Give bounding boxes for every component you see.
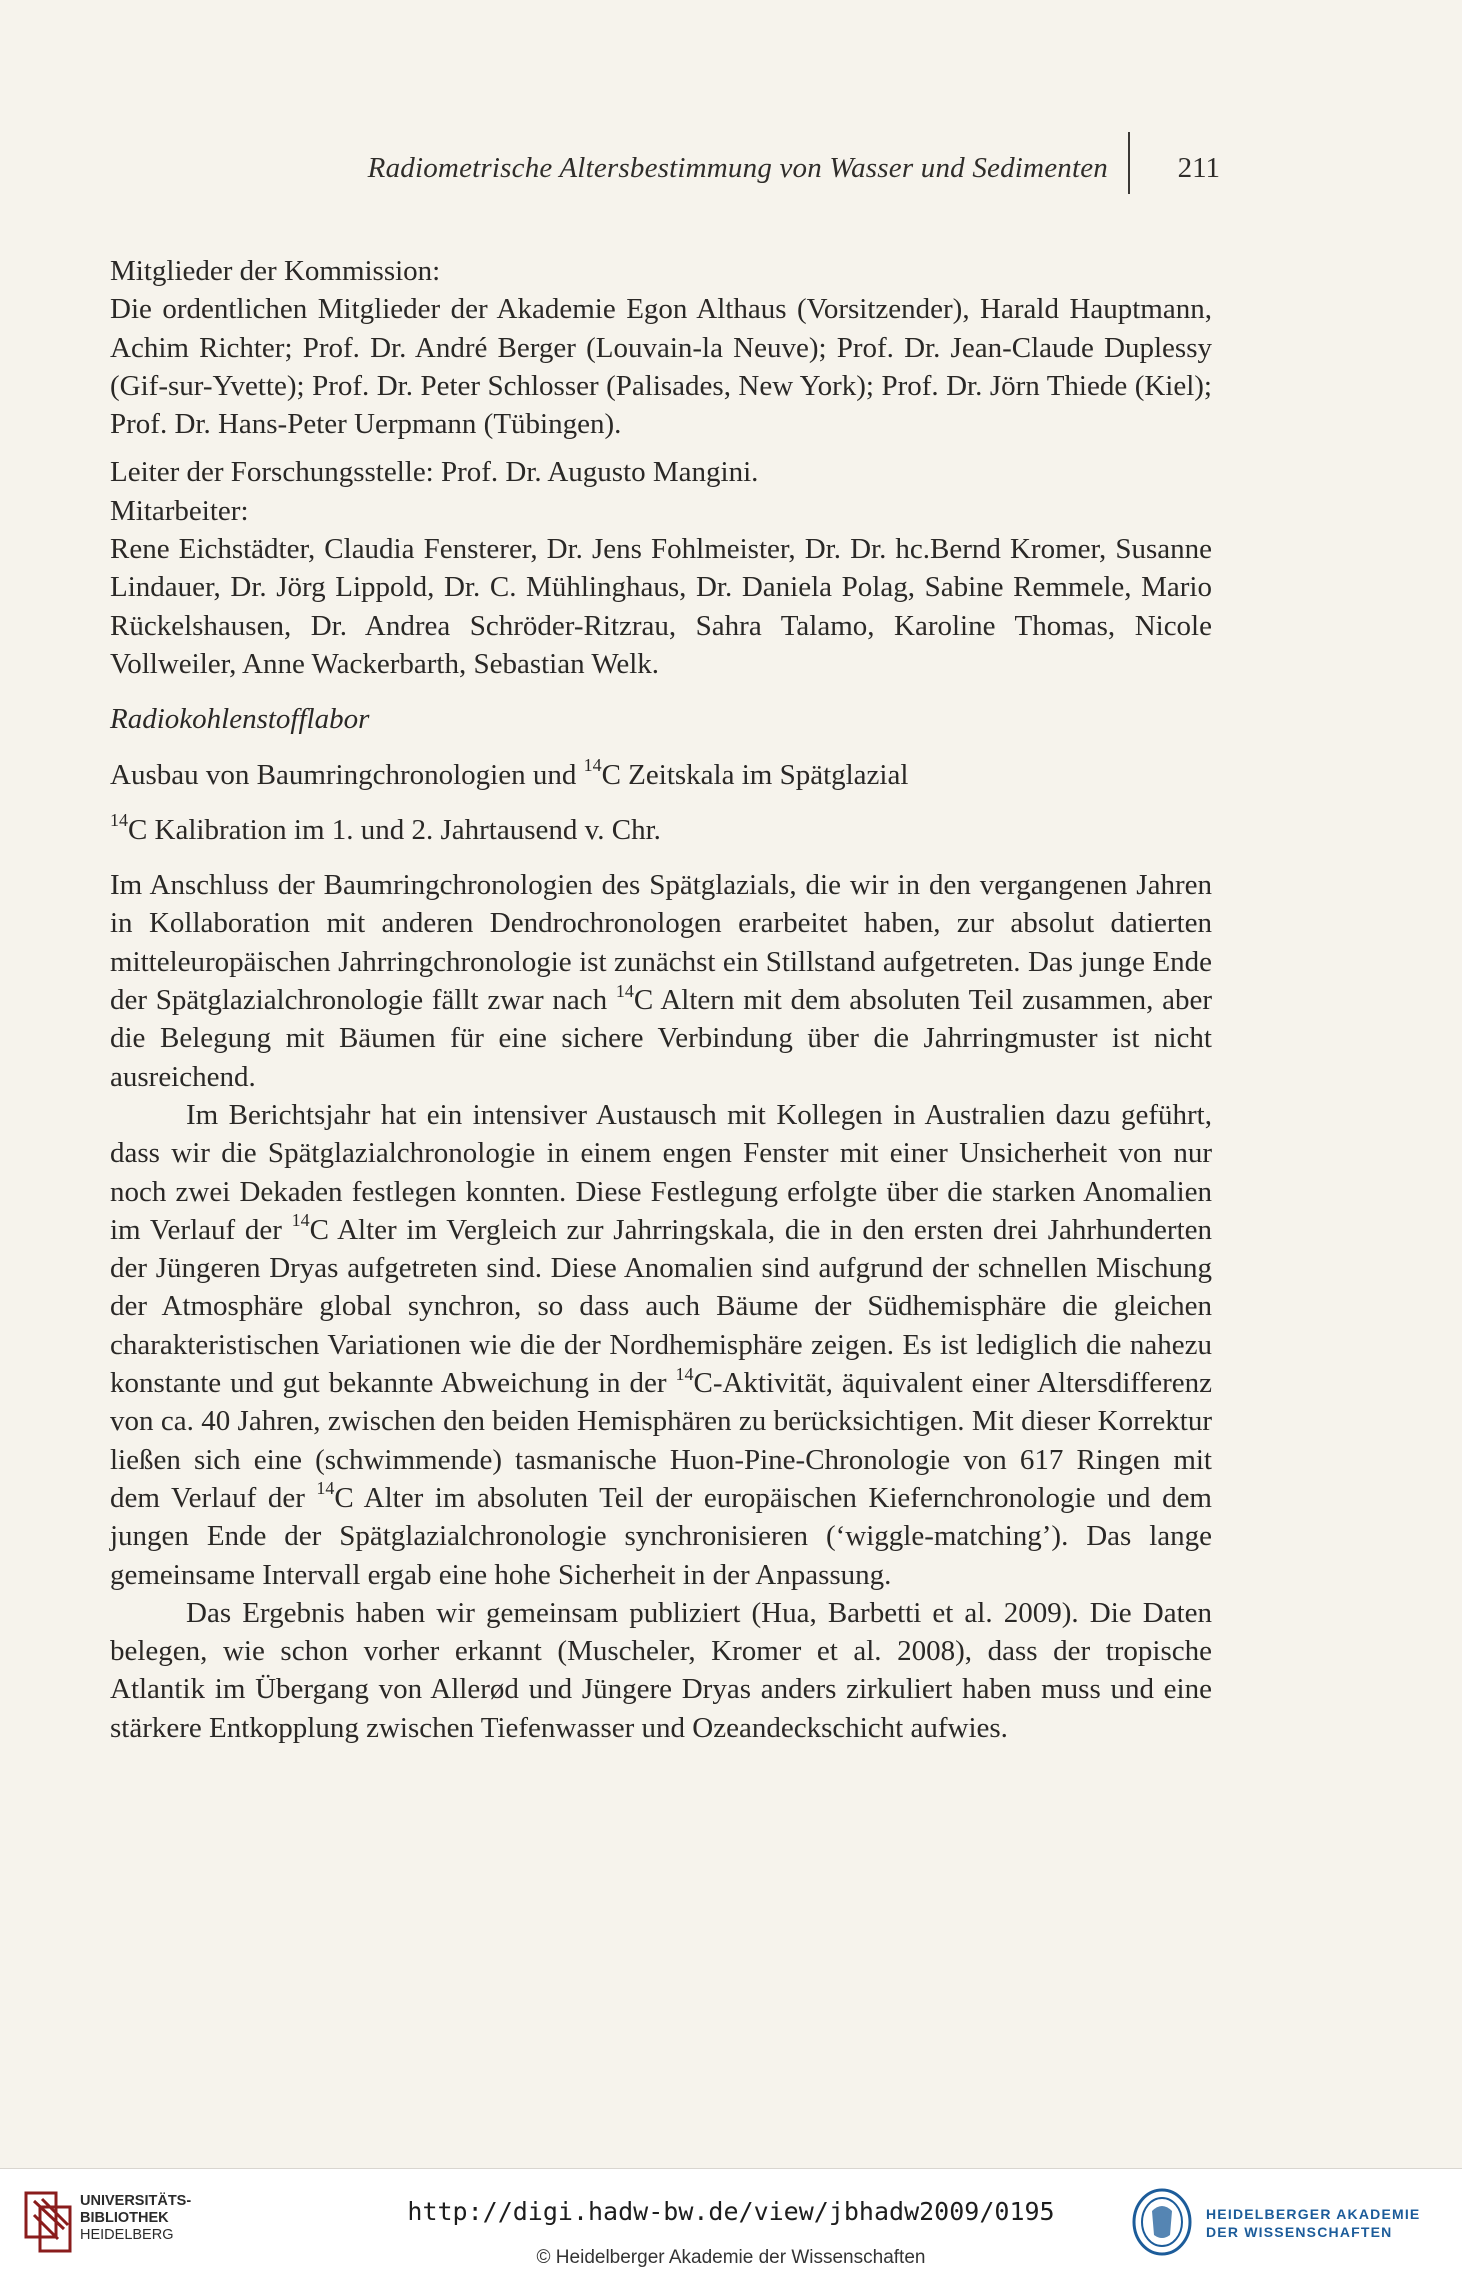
university-library-name: UNIVERSITÄTS- BIBLIOTHEK HEIDELBERG	[80, 2193, 192, 2243]
academy-name: HEIDELBERGER AKADEMIE DER WISSENSCHAFTEN	[1206, 2206, 1421, 2240]
subheading-tree-ring: Ausbau von Baumringchronologien und $^{14}$C Zeitskala im Spätglazial	[110, 755, 909, 791]
digitization-footer	[0, 2168, 1462, 2286]
members-paragraph: Die ordentlichen Mitglieder der Akademie Egon Althaus (Vorsitzender), Harald Hauptmann, Achim Richter; Prof. Dr. André Berger (Louvain-la Neuve); Prof. Dr. Jean-Claude Duplessy (Gif-sur-Yvette); Prof. Dr. Peter Schlosser (Palisades, New York); Prof. Dr. Jörn Thiede (Kiel); Prof. Dr. Hans-Peter Uerpmann (Tübingen).	[110, 293, 1212, 441]
lab-heading: Radiokohlenstofflabor	[110, 703, 370, 736]
running-title: Radiometrische Altersbestimmung von Wasser und Sedimenten	[367, 152, 1108, 184]
header-divider	[1128, 132, 1130, 194]
members-heading: Mitglieder der Kommission:	[110, 255, 441, 287]
permalink-url[interactable]: http://digi.hadw-bw.de/view/jbhadw2009/0195	[407, 2197, 1055, 2226]
head-of-research: Leiter der Forschungsstelle: Prof. Dr. Augusto Mangini.	[110, 456, 759, 489]
paragraph-1: Im Anschluss der Baumringchronologien des Spätglazials, die wir in den vergangenen Jahren in Kollaboration mit anderen Dendrochronologen erarbeitet haben, zur absolut datierten mitteleuropäischen Jahrringchronologie ist zunächst ein Stillstand aufgetreten. Das junge Ende der Spätglazialchronologie fällt zwar nach $^{14}$C Altern mit dem absoluten Teil zusammen, aber die Belegung mit Bäumen für eine sichere Verbindung über die Jahrringmuster ist nicht ausreichend.	[110, 869, 1212, 1093]
staff-heading: Mitarbeiter:	[110, 494, 249, 527]
paragraph-2: Im Berichtsjahr hat ein intensiver Austausch mit Kollegen in Australien dazu geführt, dass wir die Spätglazialchronologie in einem engen Fenster mit einer Unsicherheit von nur noch zwei Dekaden festlegen konnten. Diese Festlegung erfolgte über die starken Anomalien im Verlauf der $^{14}$C Alter im Vergleich zur Jahrringskala, die in den ersten drei Jahrhunderten der Jüngeren Dryas aufgetreten sind. Diese Anomalien sind aufgrund der schnellen Mischung der Atmosphäre global synchron, so dass auch Bäume der Südhemisphäre die gleichen charakteristischen Variationen wie die der Nordhemisphäre zeigen. Es ist lediglich die nahezu konstante und gut bekannte Abweichung in der $^{14}$C-Aktivität, äquivalent einer Altersdifferenz von ca. 40 Jahren, zwischen den beiden Hemisphären zu berücksichtigen. Mit dieser Korrektur ließen sich eine (schwimmende) tasmanische Huon-Pine-Chronologie von 617 Ringen mit dem Verlauf der $^{14}$C Alter im absoluten Teil der europäischen Kiefernchronologie und dem jungen Ende der Spätglazialchronologie synchronisieren (‘wiggle-matching’). Das lange gemeinsame Intervall ergab eine hohe Sicherheit in der Anpassung.	[110, 1098, 1212, 1591]
subheading-calibration: $^{14}$C Kalibration im 1. und 2. Jahrtausend v. Chr.	[110, 810, 661, 846]
paragraph-3: Das Ergebnis haben wir gemeinsam publiziert (Hua, Barbetti et al. 2009). Die Daten belegen, wie schon vorher erkannt (Muscheler, Kromer et al. 2008), dass der tropische Atlantik im Übergang von Allerød und Jüngere Dryas anders zirkuliert haben muss und eine stärkere Entkopplung zwischen Tiefenwasser und Ozeandeckschicht aufwies.	[110, 1596, 1212, 1744]
staff-paragraph: Rene Eichstädter, Claudia Fensterer, Dr. Jens Fohlmeister, Dr. Dr. hc.Bernd Kromer, Susanne Lindauer, Dr. Jörg Lippold, Dr. C. Mühlinghaus, Dr. Daniela Polag, Sabine Remmele, Mario Rückelshausen, Dr. Andrea Schröder-Ritzrau, Sahra Talamo, Karoline Thomas, Nicole Vollweiler, Anne Wackerbarth, Sebastian Welk.	[110, 533, 1212, 680]
academy-seal-logo	[1130, 2187, 1194, 2257]
page-number: 211	[1177, 152, 1220, 184]
copyright-notice: © Heidelberger Akademie der Wissenschaften	[536, 2247, 926, 2268]
running-head	[100, 152, 1220, 200]
main-text	[110, 252, 1212, 1747]
